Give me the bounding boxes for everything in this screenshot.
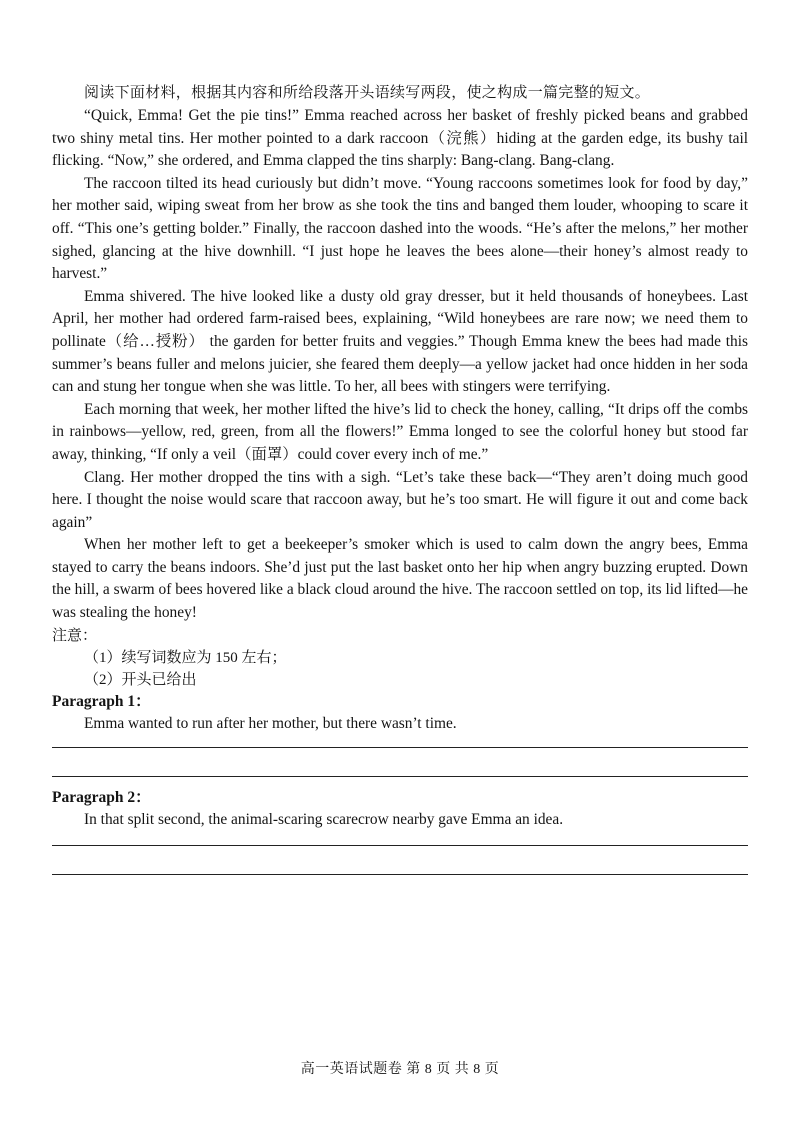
writing-line[interactable] [52,776,748,777]
passage [52,105,748,625]
instruction: 阅读下面材料，根据其内容和所给段落开头语续写两段，使之构成一篇完整的短文。 [84,85,651,101]
notes-label: 注意： [52,627,98,644]
passage-paragraph-3: Emma shivered. The hive looked like a dusty old gray dresser, but it held thousands of honeybees. Last April, her mother had ordered farm-raised bees, explaining, “Wild honeybees are rare now; we need them to pollinate（给…授粉） the garden for better fruits and veggies.” Though Emma knew the bees had made this summer’s beans fuller and melons juicier, she feared them deeply—a yellow jacket had once hidden in her soda can and stung her tongue when she was little. To her, all bees with stingers were terrifying. [52,287,748,396]
exam-page [52,82,748,875]
writing-line[interactable] [52,874,748,875]
paragraph-1-heading: Paragraph 1： [52,692,151,710]
paragraph-1-starter: Emma wanted to run after her mother, but there wasn’t time. [84,714,457,732]
passage-paragraph-6: When her mother left to get a beekeeper’s smoker which is used to calm down the angry bees, Emma stayed to carry the beans indoors. She’d just put the last basket onto her hip when angry buzzing erupted. Down the hill, a swarm of bees hovered like a black cloud around the hive. The raccoon settled on top, its lid lifted—he was stealing the honey! [52,536,748,622]
paragraph-2-heading: Paragraph 2： [52,788,151,806]
paragraph-2-starter: In that split second, the animal-scaring scarecrow nearby gave Emma an idea. [84,810,564,828]
note-item-2: （2）开头已给出 [84,671,197,688]
passage-paragraph-1: “Quick, Emma! Get the pie tins!” Emma reached across her basket of freshly picked beans and grabbed two shiny metal tins. Her mother pointed to a dark raccoon（浣熊）hiding at the garden edge, its bushy tail flicking. “Now,” she ordered, and Emma clapped the tins sharply: Bang-clang. Bang-clang. [52,107,748,170]
note-item-1: （1）续写词数应为 150 左右； [84,649,287,666]
passage-paragraph-5: Clang. Her mother dropped the tins with a sigh. “Let’s take these back—“They aren’t doing much good here. I thought the noise would scare that raccoon away, but he’s too smart. He will figure it out and come back again” [52,468,748,531]
writing-line[interactable] [52,747,748,748]
writing-line[interactable] [52,845,748,846]
passage-paragraph-2: The raccoon tilted its head curiously but didn’t move. “Young raccoons sometimes look for food by day,” her mother said, wiping sweat from her brow as she took the tins and banged them louder, whooping to scare it off. “This one’s getting bolder.” Finally, the raccoon dashed into the woods. “He’s after the melons,” her mother sighed, glancing at the hive downhill. “I just hope he leaves the bees alone—their honey’s almost ready to harvest.” [52,174,748,283]
passage-paragraph-4: Each morning that week, her mother lifted the hive’s lid to check the honey, calling, “It drips off the combs in rainbows—yellow, red, green, from all the flowers!” Emma longed to see the colorful honey but stood far away, thinking, “If only a veil（面罩）could cover every inch of me.” [52,400,748,463]
page-footer: 高一英语试题卷 第 8 页 共 8 页 [300,1062,500,1077]
